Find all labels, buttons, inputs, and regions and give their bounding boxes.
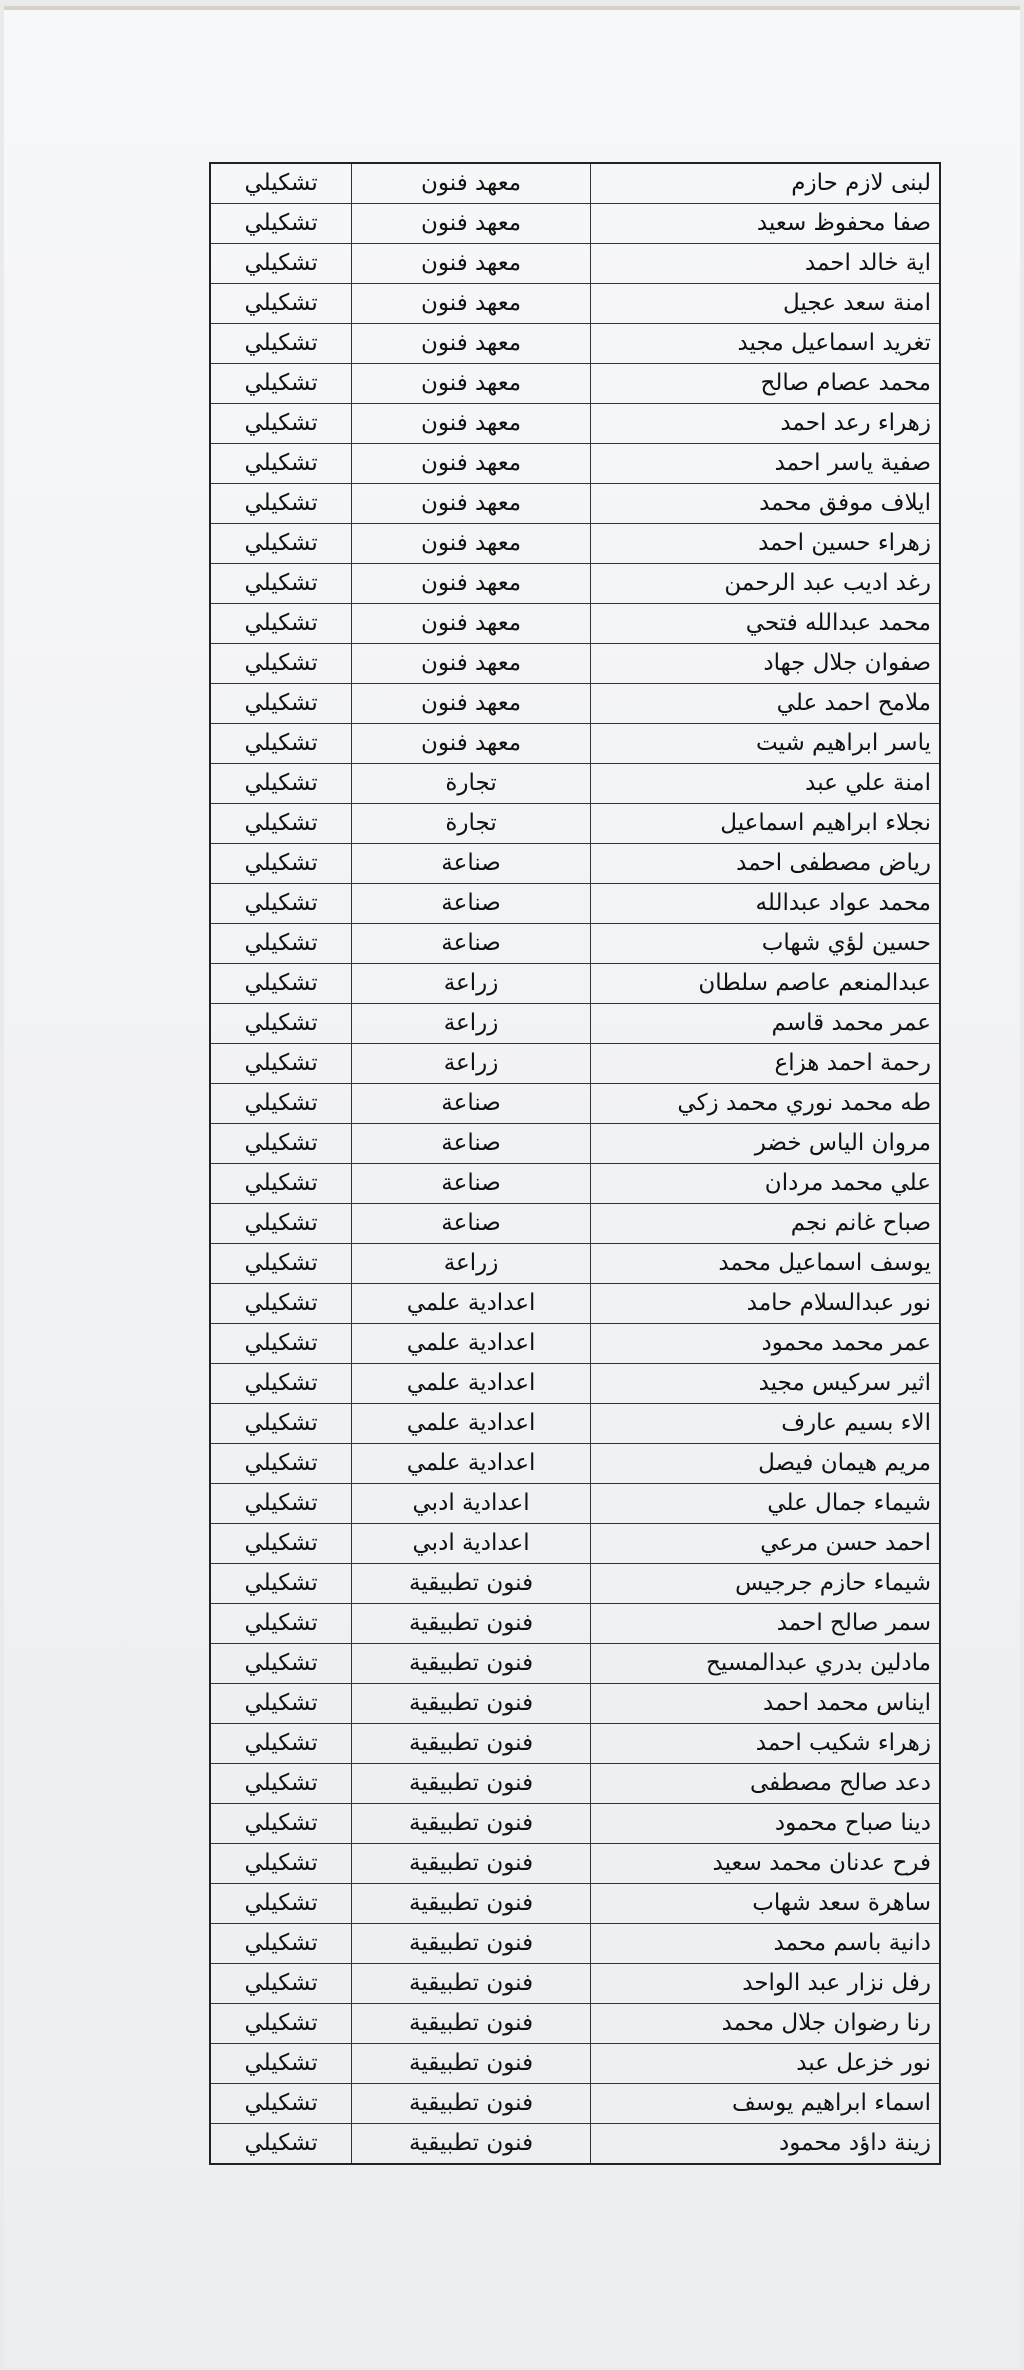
student-name-cell: دعد صالح مصطفى: [590, 1764, 940, 1804]
specialty-cell: تشكيلي: [210, 244, 352, 284]
branch-cell: فنون تطبيقية: [352, 1804, 590, 1844]
branch-cell: فنون تطبيقية: [352, 2084, 590, 2124]
table-row: [210, 2004, 940, 2044]
branch-cell: صناعة: [352, 844, 590, 884]
branch-cell: تجارة: [352, 804, 590, 844]
document-page: [4, 6, 1020, 2368]
table-row: [210, 1364, 940, 1404]
specialty-cell: تشكيلي: [210, 724, 352, 764]
student-name-cell: امنة سعد عجيل: [590, 284, 940, 324]
specialty-cell: تشكيلي: [210, 163, 352, 204]
branch-cell: فنون تطبيقية: [352, 2004, 590, 2044]
student-name-cell: زهراء حسين احمد: [590, 524, 940, 564]
student-name-cell: نور عبدالسلام حامد: [590, 1284, 940, 1324]
student-name-cell: نجلاء ابراهيم اسماعيل: [590, 804, 940, 844]
student-name-cell: دينا صباح محمود: [590, 1804, 940, 1844]
branch-cell: معهد فنون: [352, 684, 590, 724]
branch-cell: معهد فنون: [352, 404, 590, 444]
table-row: [210, 484, 940, 524]
table-row: [210, 284, 940, 324]
branch-cell: فنون تطبيقية: [352, 1604, 590, 1644]
branch-cell: معهد فنون: [352, 204, 590, 244]
specialty-cell: تشكيلي: [210, 2004, 352, 2044]
branch-cell: فنون تطبيقية: [352, 1644, 590, 1684]
table-row: [210, 1404, 940, 1444]
student-name-cell: احمد حسن مرعي: [590, 1524, 940, 1564]
student-name-cell: ملامح احمد علي: [590, 684, 940, 724]
table-row: [210, 1764, 940, 1804]
student-name-cell: صفوان جلال جهاد: [590, 644, 940, 684]
table-row: [210, 1164, 940, 1204]
specialty-cell: تشكيلي: [210, 404, 352, 444]
branch-cell: زراعة: [352, 964, 590, 1004]
specialty-cell: تشكيلي: [210, 964, 352, 1004]
specialty-cell: تشكيلي: [210, 1124, 352, 1164]
specialty-cell: تشكيلي: [210, 1884, 352, 1924]
student-name-cell: صفا محفوظ سعيد: [590, 204, 940, 244]
specialty-cell: تشكيلي: [210, 1204, 352, 1244]
table-row: [210, 1564, 940, 1604]
branch-cell: اعدادية علمي: [352, 1404, 590, 1444]
student-name-cell: ايلاف موفق محمد: [590, 484, 940, 524]
specialty-cell: تشكيلي: [210, 1804, 352, 1844]
specialty-cell: تشكيلي: [210, 1444, 352, 1484]
branch-cell: معهد فنون: [352, 163, 590, 204]
specialty-cell: تشكيلي: [210, 1364, 352, 1404]
branch-cell: معهد فنون: [352, 524, 590, 564]
table-row: [210, 1044, 940, 1084]
branch-cell: فنون تطبيقية: [352, 1844, 590, 1884]
table-row: [210, 324, 940, 364]
specialty-cell: تشكيلي: [210, 484, 352, 524]
student-name-cell: علي محمد مردان: [590, 1164, 940, 1204]
branch-cell: معهد فنون: [352, 244, 590, 284]
specialty-cell: تشكيلي: [210, 1404, 352, 1444]
specialty-cell: تشكيلي: [210, 524, 352, 564]
table-row: [210, 204, 940, 244]
student-name-cell: زهراء شكيب احمد: [590, 1724, 940, 1764]
table-row: [210, 1804, 940, 1844]
branch-cell: فنون تطبيقية: [352, 1724, 590, 1764]
student-name-cell: صباح غانم نجم: [590, 1204, 940, 1244]
student-name-cell: رفل نزار عبد الواحد: [590, 1964, 940, 2004]
specialty-cell: تشكيلي: [210, 564, 352, 604]
specialty-cell: تشكيلي: [210, 1724, 352, 1764]
student-name-cell: اثير سركيس مجيد: [590, 1364, 940, 1404]
branch-cell: معهد فنون: [352, 484, 590, 524]
table-row: [210, 604, 940, 644]
branch-cell: معهد فنون: [352, 724, 590, 764]
table-row: [210, 884, 940, 924]
table-row: [210, 924, 940, 964]
student-name-cell: شيماء حازم جرجيس: [590, 1564, 940, 1604]
table-row: [210, 1644, 940, 1684]
specialty-cell: تشكيلي: [210, 1604, 352, 1644]
specialty-cell: تشكيلي: [210, 1644, 352, 1684]
branch-cell: صناعة: [352, 1124, 590, 1164]
branch-cell: صناعة: [352, 884, 590, 924]
table-row: [210, 1084, 940, 1124]
specialty-cell: تشكيلي: [210, 2044, 352, 2084]
table-row: [210, 724, 940, 764]
branch-cell: اعدادية ادبي: [352, 1484, 590, 1524]
specialty-cell: تشكيلي: [210, 844, 352, 884]
student-name-cell: محمد عواد عبدالله: [590, 884, 940, 924]
specialty-cell: تشكيلي: [210, 644, 352, 684]
student-name-cell: صفية ياسر احمد: [590, 444, 940, 484]
student-name-cell: ساهرة سعد شهاب: [590, 1884, 940, 1924]
table-row: [210, 564, 940, 604]
student-name-cell: اسماء ابراهيم يوسف: [590, 2084, 940, 2124]
branch-cell: فنون تطبيقية: [352, 1564, 590, 1604]
student-name-cell: عمر محمد قاسم: [590, 1004, 940, 1044]
student-name-cell: دانية باسم محمد: [590, 1924, 940, 1964]
table-row: [210, 1924, 940, 1964]
student-name-cell: زهراء رعد احمد: [590, 404, 940, 444]
table-row: [210, 1684, 940, 1724]
branch-cell: تجارة: [352, 764, 590, 804]
specialty-cell: تشكيلي: [210, 204, 352, 244]
branch-cell: معهد فنون: [352, 444, 590, 484]
specialty-cell: تشكيلي: [210, 1164, 352, 1204]
branch-cell: اعدادية علمي: [352, 1324, 590, 1364]
branch-cell: فنون تطبيقية: [352, 1884, 590, 1924]
student-name-cell: محمد عبدالله فتحي: [590, 604, 940, 644]
specialty-cell: تشكيلي: [210, 1844, 352, 1884]
table-row: [210, 1724, 940, 1764]
student-name-cell: رنا رضوان جلال محمد: [590, 2004, 940, 2044]
student-name-cell: حسين لؤي شهاب: [590, 924, 940, 964]
specialty-cell: تشكيلي: [210, 1524, 352, 1564]
student-name-cell: اية خالد احمد: [590, 244, 940, 284]
specialty-cell: تشكيلي: [210, 2084, 352, 2124]
table-row: [210, 1284, 940, 1324]
branch-cell: فنون تطبيقية: [352, 2044, 590, 2084]
branch-cell: معهد فنون: [352, 284, 590, 324]
branch-cell: صناعة: [352, 924, 590, 964]
student-name-cell: عمر محمد محمود: [590, 1324, 940, 1364]
table-row: [210, 1484, 940, 1524]
branch-cell: معهد فنون: [352, 324, 590, 364]
specialty-cell: تشكيلي: [210, 324, 352, 364]
student-name-cell: الاء بسيم عارف: [590, 1404, 940, 1444]
specialty-cell: تشكيلي: [210, 1564, 352, 1604]
table-row: [210, 1444, 940, 1484]
table-row: [210, 1244, 940, 1284]
branch-cell: فنون تطبيقية: [352, 1964, 590, 2004]
student-name-cell: عبدالمنعم عاصم سلطان: [590, 964, 940, 1004]
table-row: [210, 1324, 940, 1364]
student-name-cell: رحمة احمد هزاع: [590, 1044, 940, 1084]
specialty-cell: تشكيلي: [210, 1084, 352, 1124]
table-row: [210, 964, 940, 1004]
student-name-cell: رغد اديب عبد الرحمن: [590, 564, 940, 604]
table-row: [210, 2084, 940, 2124]
table-row: [210, 644, 940, 684]
student-name-cell: ايناس محمد احمد: [590, 1684, 940, 1724]
table-row: [210, 1844, 940, 1884]
student-roster-table: [209, 162, 941, 2165]
branch-cell: معهد فنون: [352, 364, 590, 404]
branch-cell: صناعة: [352, 1084, 590, 1124]
table-row: [210, 684, 940, 724]
branch-cell: زراعة: [352, 1004, 590, 1044]
student-name-cell: زينة داؤد محمود: [590, 2124, 940, 2165]
table-row: [210, 1884, 940, 1924]
branch-cell: صناعة: [352, 1204, 590, 1244]
table-row: [210, 524, 940, 564]
student-name-cell: محمد عصام صالح: [590, 364, 940, 404]
student-name-cell: رياض مصطفى احمد: [590, 844, 940, 884]
student-name-cell: طه محمد نوري محمد زكي: [590, 1084, 940, 1124]
table-row: [210, 1524, 940, 1564]
roster-body: [210, 163, 940, 2164]
specialty-cell: تشكيلي: [210, 684, 352, 724]
branch-cell: معهد فنون: [352, 644, 590, 684]
specialty-cell: تشكيلي: [210, 2124, 352, 2165]
student-name-cell: سمر صالح احمد: [590, 1604, 940, 1644]
branch-cell: فنون تطبيقية: [352, 1764, 590, 1804]
specialty-cell: تشكيلي: [210, 444, 352, 484]
student-name-cell: مريم هيمان فيصل: [590, 1444, 940, 1484]
specialty-cell: تشكيلي: [210, 1764, 352, 1804]
specialty-cell: تشكيلي: [210, 804, 352, 844]
specialty-cell: تشكيلي: [210, 884, 352, 924]
specialty-cell: تشكيلي: [210, 604, 352, 644]
table-row: [210, 1964, 940, 2004]
table-row: [210, 1004, 940, 1044]
specialty-cell: تشكيلي: [210, 764, 352, 804]
table-row: [210, 163, 940, 204]
table-row: [210, 1124, 940, 1164]
student-name-cell: لبنى لازم حازم: [590, 163, 940, 204]
table-row: [210, 364, 940, 404]
specialty-cell: تشكيلي: [210, 284, 352, 324]
student-name-cell: مروان الياس خضر: [590, 1124, 940, 1164]
table-row: [210, 244, 940, 284]
branch-cell: زراعة: [352, 1044, 590, 1084]
page-top-edge: [4, 6, 1020, 10]
specialty-cell: تشكيلي: [210, 364, 352, 404]
branch-cell: صناعة: [352, 1164, 590, 1204]
specialty-cell: تشكيلي: [210, 1004, 352, 1044]
table-row: [210, 2124, 940, 2165]
branch-cell: اعدادية علمي: [352, 1284, 590, 1324]
branch-cell: اعدادية علمي: [352, 1364, 590, 1404]
branch-cell: اعدادية ادبي: [352, 1524, 590, 1564]
student-name-cell: امنة علي عبد: [590, 764, 940, 804]
specialty-cell: تشكيلي: [210, 1484, 352, 1524]
table-row: [210, 804, 940, 844]
student-name-cell: تغريد اسماعيل مجيد: [590, 324, 940, 364]
branch-cell: فنون تطبيقية: [352, 2124, 590, 2165]
student-name-cell: نور خزعل عبد: [590, 2044, 940, 2084]
table-row: [210, 1204, 940, 1244]
branch-cell: اعدادية علمي: [352, 1444, 590, 1484]
branch-cell: معهد فنون: [352, 604, 590, 644]
specialty-cell: تشكيلي: [210, 1284, 352, 1324]
branch-cell: فنون تطبيقية: [352, 1924, 590, 1964]
specialty-cell: تشكيلي: [210, 1684, 352, 1724]
specialty-cell: تشكيلي: [210, 1244, 352, 1284]
branch-cell: معهد فنون: [352, 564, 590, 604]
branch-cell: فنون تطبيقية: [352, 1684, 590, 1724]
student-name-cell: شيماء جمال علي: [590, 1484, 940, 1524]
specialty-cell: تشكيلي: [210, 1044, 352, 1084]
specialty-cell: تشكيلي: [210, 924, 352, 964]
student-name-cell: يوسف اسماعيل محمد: [590, 1244, 940, 1284]
student-name-cell: فرح عدنان محمد سعيد: [590, 1844, 940, 1884]
specialty-cell: تشكيلي: [210, 1964, 352, 2004]
branch-cell: زراعة: [352, 1244, 590, 1284]
table-row: [210, 404, 940, 444]
specialty-cell: تشكيلي: [210, 1324, 352, 1364]
table-row: [210, 1604, 940, 1644]
table-row: [210, 764, 940, 804]
student-name-cell: مادلين بدري عبدالمسيح: [590, 1644, 940, 1684]
student-name-cell: ياسر ابراهيم شيت: [590, 724, 940, 764]
table-row: [210, 2044, 940, 2084]
table-row: [210, 444, 940, 484]
table-row: [210, 844, 940, 884]
specialty-cell: تشكيلي: [210, 1924, 352, 1964]
